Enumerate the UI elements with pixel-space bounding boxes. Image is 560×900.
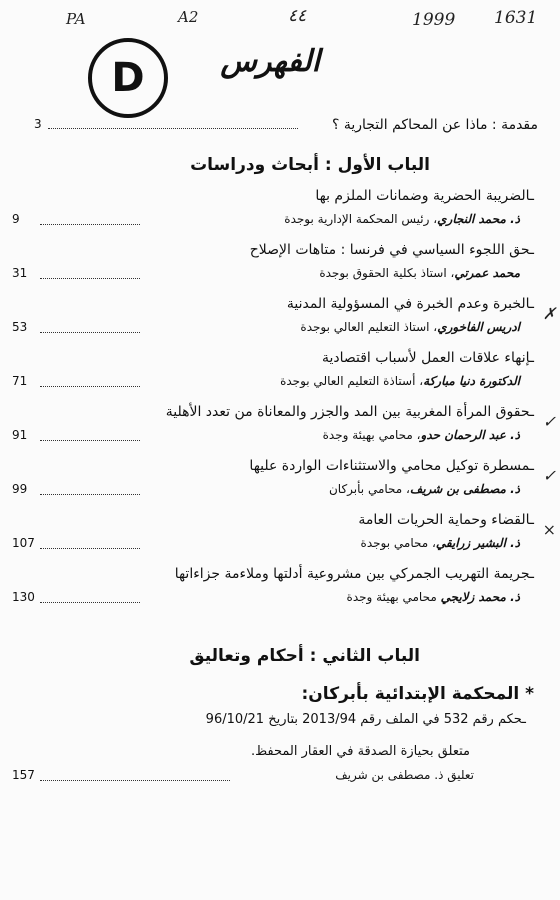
author-name: ذ. مصطفى بن شريف (409, 482, 520, 496)
dot-leader (40, 224, 140, 225)
dot-leader (40, 780, 230, 781)
entry-title: ـالخبرة وعدم الخبرة في المسؤولية المدنية (286, 296, 534, 312)
entry-author (347, 590, 520, 604)
entry-page: 91 (12, 428, 28, 442)
entry-title: ـالضريبة الحضرية وضمانات الملزم بها (315, 188, 534, 204)
intro-title: مقدمة : ماذا عن المحاكم التجارية ؟ (331, 117, 538, 133)
stamp-letter: D (111, 55, 145, 101)
author-role: ، استاذ بكلية الحقوق بوجدة (319, 266, 455, 280)
handwritten-check-mark: ✓ (542, 412, 556, 431)
entry-author (323, 428, 520, 442)
author-name: محمد عمرتي (454, 266, 520, 280)
judgment-subject: متعلق بحيازة الصدقة في العقار المحفظ. (250, 744, 470, 759)
handwritten-note-a2: A2 (178, 8, 199, 26)
court-heading: * المحكمة الإبتدائية بأبركان: (301, 684, 534, 704)
author-role: ، محامي بوجدة (360, 536, 436, 550)
page-title: الفهرس (220, 44, 320, 79)
author-role: ، أستاذة التعليم العالي بوجدة (280, 374, 424, 388)
handwritten-check-mark: ✓ (542, 466, 556, 485)
handwritten-check-mark: × (542, 520, 556, 539)
author-role: ، رئيس المحكمة الإدارية بوجدة (284, 212, 438, 226)
handwritten-year: 1999 (412, 10, 456, 30)
part2-heading: الباب الثاني : أحكام وتعاليق (189, 646, 420, 666)
author-role: محامي بهيئة وجدة (346, 590, 441, 604)
entry-title: ـحق اللجوء السياسي في فرنسا : متاهات الإصلاح (249, 242, 534, 258)
author-name: ذ. محمد زلايجي (440, 590, 520, 604)
entry-page: 9 (12, 212, 20, 226)
dot-leader (40, 440, 140, 441)
handwritten-note-number: ٤٤ (288, 6, 307, 26)
entry-author (319, 266, 520, 280)
part1-heading: الباب الأول : أبحاث ودراسات (190, 155, 430, 175)
entry-title: ـحقوق المرأة المغربية بين المد والجزر والمعاناة من تعدد الأهلية (165, 404, 534, 420)
author-role: ، محامي بهيئة وجدة (322, 428, 421, 442)
author-name: ادريس الفاخوري (437, 320, 520, 334)
entry-author (361, 536, 520, 550)
handwritten-catalog-number: 1631 (494, 8, 538, 28)
entry-page: 31 (12, 266, 28, 280)
judgment-line: ـحكم رقم 532 في الملف رقم 2013/94 بتاريخ 96/10/21 (205, 712, 526, 727)
entry-title: ـجريمة التهريب الجمركي بين مشروعية أدلتها وملاءمة جزاءاتها (174, 566, 534, 582)
entry-page: 130 (12, 590, 35, 604)
author-name: الدكتورة دنيا مباركة (423, 374, 520, 388)
dot-leader (40, 548, 140, 549)
judgment-commentary: تعليق ذ. مصطفى بن شريف (335, 768, 474, 782)
author-role: ، محامي بأبركان (328, 482, 410, 496)
stamp-circle (88, 38, 168, 118)
entry-page: 99 (12, 482, 28, 496)
entry-author (280, 374, 520, 388)
dot-leader (40, 332, 140, 333)
dot-leader (40, 602, 140, 603)
dot-leader (40, 386, 140, 387)
author-role: ، استاذ التعليم العالي بوجدة (300, 320, 438, 334)
entry-page: 107 (12, 536, 35, 550)
author-name: ذ. عبد الرحمان حدو (420, 428, 520, 442)
dot-leader (48, 128, 298, 129)
entry-author (329, 482, 520, 496)
author-name: ذ. محمد النجاري (437, 212, 520, 226)
handwritten-check-mark: ✗ (542, 304, 556, 323)
entry-page: 71 (12, 374, 28, 388)
entry-author (300, 320, 520, 334)
entry-title: ـإنهاء علاقات العمل لأسباب اقتصادية (321, 350, 534, 366)
author-name: ذ. البشير زرايقي (435, 536, 520, 550)
entry-page: 53 (12, 320, 28, 334)
dot-leader (40, 278, 140, 279)
dot-leader (40, 494, 140, 495)
entry-title: ـالقضاء وحماية الحريات العامة (358, 512, 534, 528)
handwritten-note-pa: PA (66, 10, 86, 28)
entry-author (284, 212, 520, 226)
entry-title: ـمسطرة توكيل محامي والاستثناءات الواردة عليها (249, 458, 534, 474)
intro-page: 3 (34, 117, 42, 131)
judgment-page: 157 (12, 768, 35, 782)
